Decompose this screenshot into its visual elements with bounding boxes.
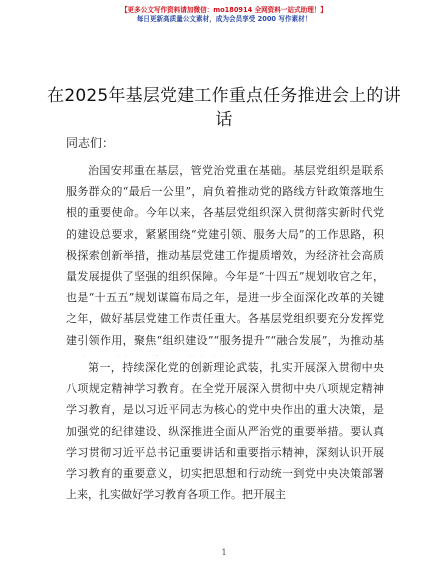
promo-banner [0,6,448,24]
paragraph-2: 第一，持续深化党的创新理论武装，扎实开展深入贯彻中央八项规定精神学习教育。在全党开展深入贯彻中央八项规定精神学习教育，是以习近平同志为核心的党中央作出的重大决策，是加强党的纪律建设、纵深推进全面从严治党的重要举措。要认真学习贯彻习近平总书记重要讲话和重要指示精神，深刻认识开展学习教育的重要意义，切实把思想和行动统一到党中央决策部署上来，扎实做好学习教育各项工作。把开展主 [66,361,384,502]
promo-line-1: 【更多公文写作资料请加微信：mo180914 全网资料一站式助理！】 [120,6,328,14]
salutation: 同志们： [66,136,115,150]
promo-line-2: 每日更新高质量公文素材，成为会员享受 2000 写作素材！ [136,15,312,23]
document-title: 在2025年基层党建工作重点任务推进会上的讲话 [47,86,401,130]
page-number: 1 [221,548,227,557]
paragraph-1: 治国安邦重在基层，管党治党重在基础。基层党组织是联系服务群众的“最后一公里”，肩负着推动党的路线方针政策落地生根的重要使命。今年以来，各基层党组织深入贯彻落实新时代党的建设总要求，紧紧围绕“党建引领、服务大局”的工作思路，积极探索创新举措，推动基层党建工作提质增效，为经济社会高质量发展提供了坚强的组织保障。今年是“十四五”规划收官之年，也是“十五五”规划谋篇布局之年，是进一步全面深化改革的关键之年，做好基层党建工作责任重大。各基层党组织要充分发挥党建引领作用，聚焦“组织建设”“服务提升”“融合发展”，为推动基 [66,164,384,347]
